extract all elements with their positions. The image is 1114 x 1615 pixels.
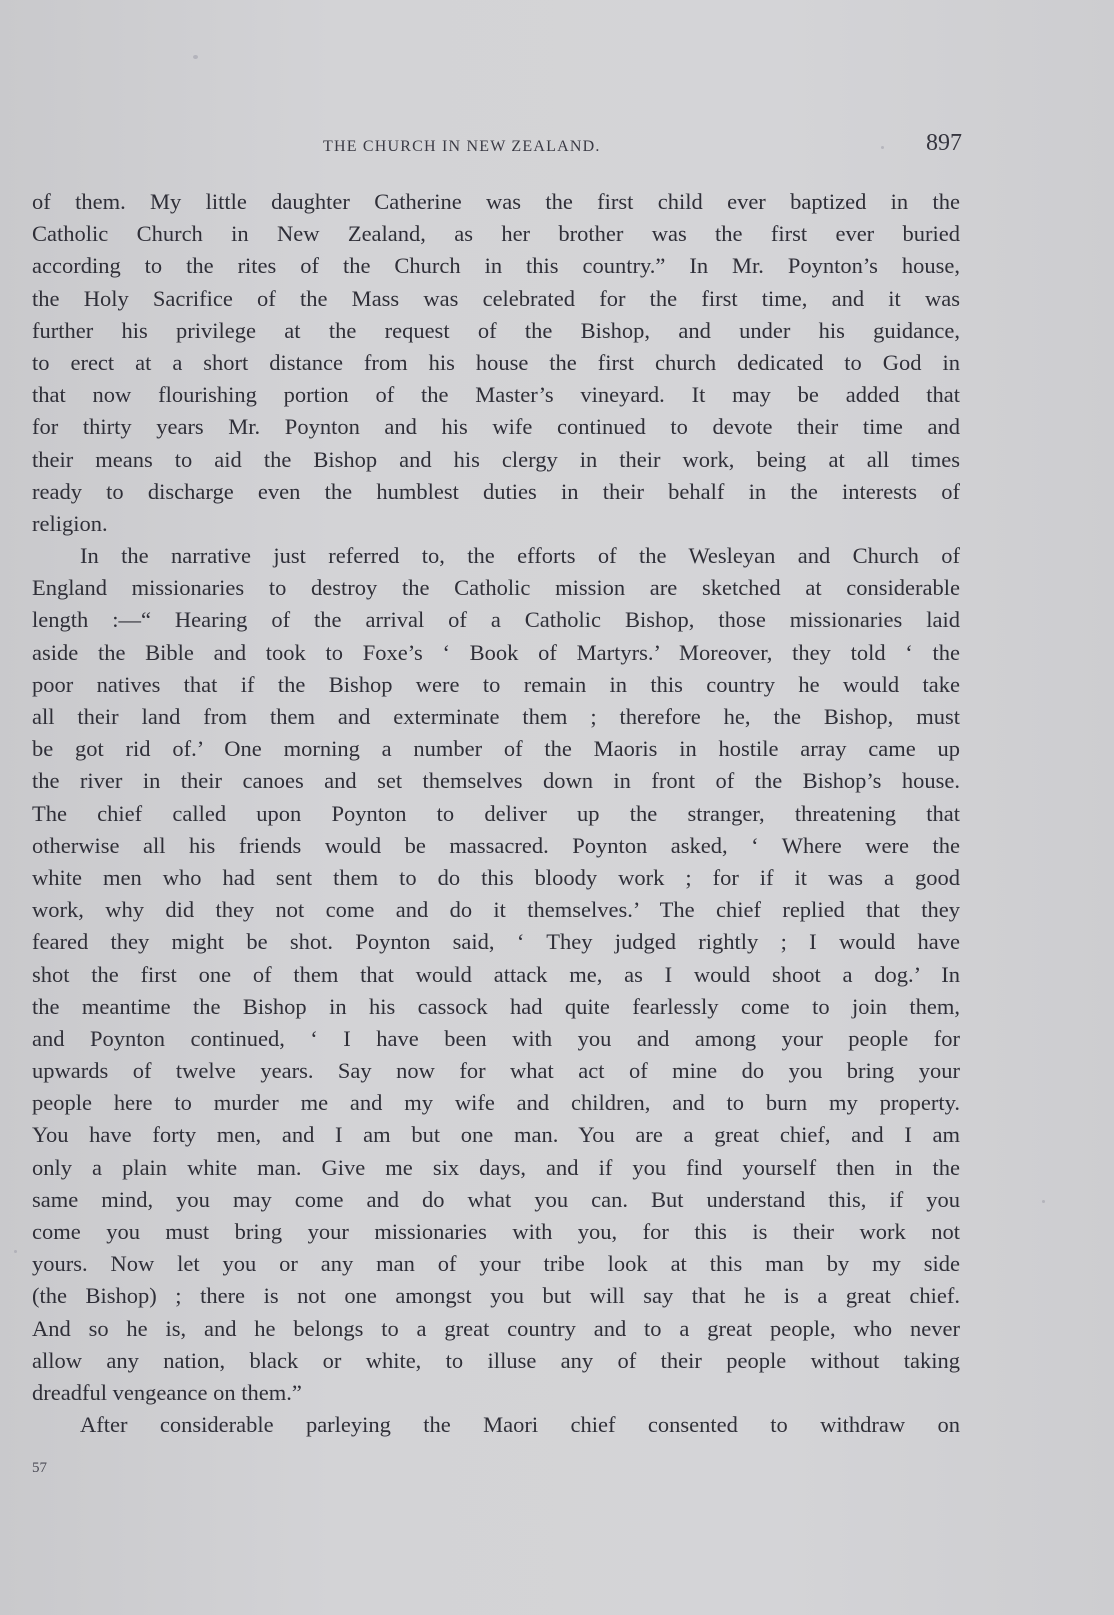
- text-line: come you must bring your missionaries with you, for this is their work not: [32, 1219, 960, 1244]
- text-line: And so he is, and he belongs to a great country and to a great people, who never: [32, 1315, 960, 1341]
- text-line: white men who had sent them to do this bloody work ; for if it was a good: [32, 864, 960, 890]
- text-line: that now flourishing portion of the Master’s vineyard. It may be added that: [32, 382, 960, 408]
- text-line: You have forty men, and I am but one man. You are a great chief, and I am: [32, 1122, 960, 1148]
- text-line: length :—“ Hearing of the arrival of a Catholic Bishop, those missionaries laid: [32, 607, 960, 633]
- signature-mark: 57: [32, 1460, 47, 1476]
- text-line: the meantime the Bishop in his cassock had quite fearlessly come to join them,: [32, 993, 960, 1019]
- paper-speck: [1042, 1200, 1045, 1203]
- text-line: only a plain white man. Give me six days, and if you find yourself then in the: [32, 1154, 960, 1180]
- text-line: the river in their canoes and set themselves down in front of the Bishop’s house.: [32, 768, 960, 794]
- text-line: feared they might be shot. Poynton said, ‘ They judged rightly ; I would have: [32, 929, 960, 955]
- text-line: aside the Bible and took to Foxe’s ‘ Book of Martyrs.’ Moreover, they told ‘ the: [32, 639, 960, 665]
- text-line: further his privilege at the request of the Bishop, and under his guidance,: [32, 317, 960, 343]
- text-line: England missionaries to destroy the Catholic mission are sketched at considerable: [32, 575, 960, 601]
- paragraph-start-line: After considerable parleying the Maori chief consented to withdraw on: [80, 1412, 960, 1438]
- text-line: for thirty years Mr. Poynton and his wife continued to devote their time and: [32, 414, 960, 440]
- text-line: otherwise all his friends would be massacred. Poynton asked, ‘ Where were the: [32, 832, 960, 858]
- text-line: to erect at a short distance from his house the first church dedicated to God in: [32, 349, 960, 375]
- text-line: yours. Now let you or any man of your tribe look at this man by my side: [32, 1251, 960, 1277]
- text-line: according to the rites of the Church in this country.” In Mr. Poynton’s house,: [32, 253, 960, 279]
- text-line: all their land from them and exterminate them ; therefore he, the Bishop, must: [32, 704, 960, 729]
- paragraph-end-line: dreadful vengeance on them.”: [32, 1379, 302, 1405]
- paragraph-end-line: religion.: [32, 510, 108, 536]
- text-line: their means to aid the Bishop and his clergy in their work, being at all times: [32, 446, 960, 472]
- text-line: the Holy Sacrifice of the Mass was celebrated for the first time, and it was: [32, 285, 960, 311]
- text-line: allow any nation, black or white, to illuse any of their people without taking: [32, 1347, 960, 1373]
- text-line: poor natives that if the Bishop were to remain in this country he would take: [32, 671, 960, 697]
- paper-speck: [881, 146, 884, 149]
- running-title: THE CHURCH IN NEW ZEALAND.: [323, 138, 601, 155]
- text-line: same mind, you may come and do what you can. But understand this, if you: [32, 1186, 960, 1212]
- page-number: 897: [926, 130, 962, 156]
- page-header: [0, 130, 1114, 164]
- text-line: Catholic Church in New Zealand, as her brother was the first ever buried: [32, 221, 960, 247]
- text-line: be got rid of.’ One morning a number of the Maoris in hostile array came up: [32, 736, 960, 762]
- text-line: and Poynton continued, ‘ I have been with you and among your people for: [32, 1025, 960, 1051]
- body-text: [32, 186, 960, 1441]
- text-line: of them. My little daughter Catherine was the first child ever baptized in the: [32, 189, 960, 214]
- text-line: upwards of twelve years. Say now for what act of mine do you bring your: [32, 1058, 960, 1084]
- text-line: people here to murder me and my wife and children, and to burn my property.: [32, 1090, 960, 1116]
- paragraph-start-line: In the narrative just referred to, the efforts of the Wesleyan and Church of: [80, 543, 960, 569]
- text-line: shot the first one of them that would attack me, as I would shoot a dog.’ In: [32, 961, 960, 987]
- text-line: The chief called upon Poynton to deliver up the stranger, threatening that: [32, 800, 960, 826]
- paper-speck: [14, 1250, 17, 1253]
- text-line: (the Bishop) ; there is not one amongst you but will say that he is a great chief.: [32, 1283, 960, 1309]
- text-line: ready to discharge even the humblest duties in their behalf in the interests of: [32, 478, 960, 504]
- paper-speck: [193, 55, 198, 59]
- text-line: work, why did they not come and do it themselves.’ The chief replied that they: [32, 897, 960, 923]
